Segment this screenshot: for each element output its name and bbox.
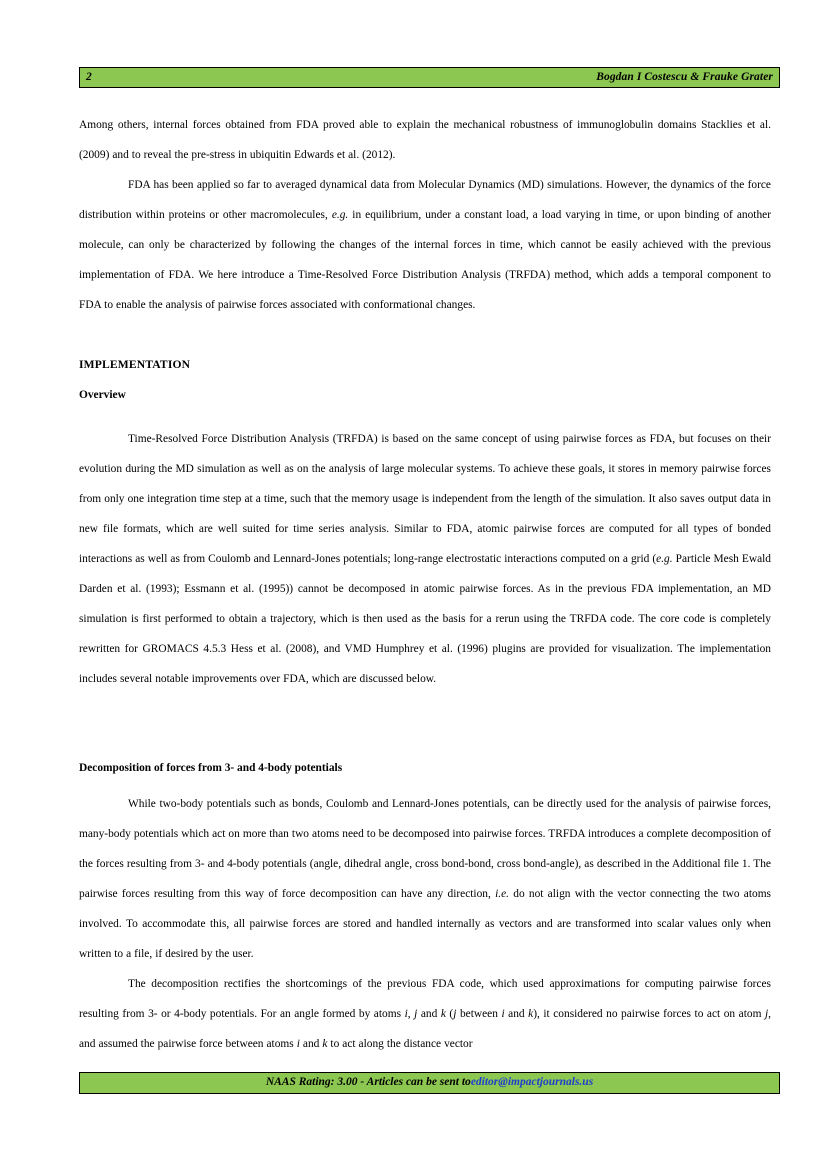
variable-k: k — [322, 1038, 328, 1050]
spacer — [79, 320, 771, 350]
paragraph-text-part: The decomposition rectifies the shortcomings of the previous FDA code, which used approximations for computing pairwise forces resulting from 3- or 4-body potentials. For an angle formed by atoms — [79, 978, 771, 1020]
variable-j: j — [414, 1008, 418, 1020]
subsection-heading-decomposition: Decomposition of forces from 3- and 4-body potentials — [79, 762, 343, 774]
variable-i: i — [404, 1008, 408, 1020]
emphasis-ie: i.e. — [495, 888, 509, 900]
paragraph-overview-body — [79, 424, 771, 694]
page-number: 2 — [86, 70, 92, 83]
paragraph-text-part: in equilibrium, under a constant load, a load varying in time, or upon binding of another molecule, can only be characterized by following the changes of the internal forces in time, which cannot be easily achieved with the previous implementation of FDA. We here introduce a Time-Resolved Force Distribution Analysis (TRFDA) method, which adds a temporal component to FDA to enable the analysis of pairwise forces associated with conformational changes. — [79, 209, 771, 311]
footer-bar — [79, 1072, 780, 1094]
paragraph-text: Among others, internal forces obtained from FDA proved able to explain the mechanical robustness of immunoglobulin domains Stacklies et al. (2009) and to reveal the pre-stress in ubiquitin Edwards et al. (2012). — [79, 119, 771, 161]
paragraph-among-others — [79, 110, 771, 170]
paragraph-text-part: and — [504, 1008, 529, 1020]
paragraph-text-part: between — [456, 1008, 502, 1020]
paragraph-text-part: While two-body potentials such as bonds, Coulomb and Lennard-Jones potentials, can be directly used for the analysis of pairwise forces, many-body potentials which act on more than two atoms need to be decomposed into pairwise forces. TRFDA introduces a complete decomposition of the forces resulting from 3- and 4-body potentials (angle, dihedral angle, cross bond-bond, cross bond-angle), as described in the Additional file 1. The pairwise forces resulting from this way of force decomposition can have any direction, — [79, 798, 771, 900]
subsection-heading-overview: Overview — [79, 389, 126, 401]
paragraph-text-part: , and assumed the pairwise force between atoms — [79, 1008, 772, 1050]
spacer — [79, 724, 771, 753]
paragraph-decomposition-two — [79, 969, 771, 1059]
paragraph-text-part: , — [407, 1008, 415, 1020]
paragraph-text-part: FDA has been applied so far to averaged dynamical data from Molecular Dynamics (MD) simulations. However, the dynamics of the force distribution within proteins or other macromolecules, — [79, 179, 771, 221]
variable-j: j — [453, 1008, 457, 1020]
paragraph-fda-applied — [79, 170, 771, 320]
paragraph-text-part: Particle Mesh Ewald Darden et al. (1993); Essmann et al. (1995)) cannot be decomposed in atomic pairwise forces. As in the previous FDA implementation, an MD simulation is first performed to obtain a trajectory, which is then used as the basis for a rerun using the TRFDA code. The core code is completely rewritten for GROMACS 4.5.3 Hess et al. (2008), and VMD Humphrey et al. (1996) plugins are provided for visualization. The implementation includes several notable improvements over FDA, which are discussed below. — [79, 553, 771, 685]
paragraph-text-part: to act along the distance vector — [327, 1038, 473, 1050]
emphasis-eg: e.g. — [331, 209, 349, 221]
running-head-bar — [79, 67, 780, 88]
emphasis-eg: e.g. — [656, 553, 673, 565]
paragraph-text-part: and — [417, 1008, 441, 1020]
paragraph-text-part: ( — [445, 1008, 454, 1020]
variable-i: i — [501, 1008, 505, 1020]
paragraph-text-part: and — [299, 1038, 323, 1050]
spacer — [79, 410, 771, 424]
paragraph-text-part: Time-Resolved Force Distribution Analysis (TRFDA) is based on the same concept of using pairwise forces as FDA, but focuses on their evolution during the MD simulation as well as on the analysis of large molecular systems. To achieve these goals, it stores in memory pairwise forces from only one integration time step at a time, such that the memory usage is independent from the length of the simulation. It also saves output data in new file formats, which are well suited for time series analysis. Similar to FDA, atomic pairwise forces are computed for all types of bonded interactions as well as from Coulomb and Lennard-Jones potentials; long-range electrostatic interactions computed on a grid ( — [79, 433, 771, 565]
paragraph-decomposition-one — [79, 789, 771, 969]
variable-j: j — [764, 1008, 769, 1020]
section-heading-implementation: IMPLEMENTATION — [79, 358, 191, 371]
spacer — [79, 694, 771, 724]
paragraph-text-part: do not align with the vector connecting the two atoms involved. To accommodate this, all pairwise forces are stored and handled internally as vectors and are transformed into scalar values only when written to a file, if desired by the user. — [79, 888, 771, 960]
footer-email-link[interactable]: editor@impactjournals.us — [470, 1076, 594, 1089]
running-head-authors: Bogdan I Costescu & Frauke Grater — [596, 70, 773, 83]
page-content — [79, 110, 771, 1059]
variable-i: i — [296, 1038, 300, 1050]
footer-rating-text: NAAS Rating: 3.00 - Articles can be sent to — [265, 1076, 471, 1089]
variable-k: k — [440, 1008, 446, 1020]
paragraph-text-part: ), it considered no pairwise forces to act on atom — [533, 1008, 765, 1020]
variable-k: k — [528, 1008, 534, 1020]
